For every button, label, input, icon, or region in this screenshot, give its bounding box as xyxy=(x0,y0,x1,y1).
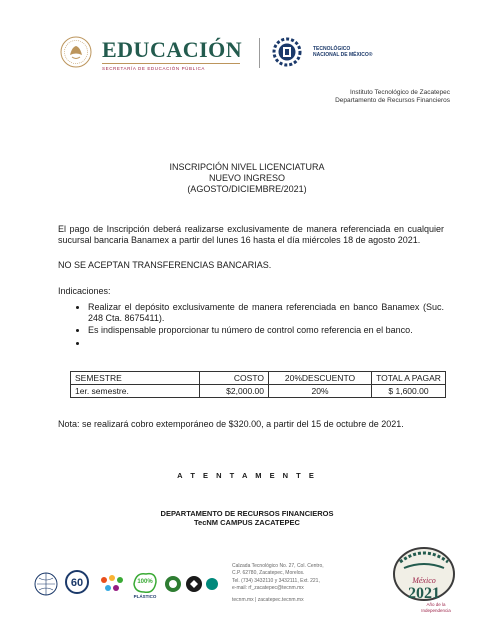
logo-60-text: 60 xyxy=(70,577,84,589)
ministry-subtitle: SECRETARÍA DE EDUCACIÓN PÚBLICA xyxy=(102,66,206,71)
signature-block xyxy=(0,509,494,527)
header-semestre: SEMESTRE xyxy=(71,372,200,385)
tecnm-line2: NACIONAL DE MÉXICO® xyxy=(313,52,373,58)
cell-total: $ 1,600.00 xyxy=(372,385,446,398)
teal-seal-logo-icon xyxy=(206,578,218,590)
header-total: TOTAL A PAGAR xyxy=(372,372,446,385)
cell-costo: $2,000.00 xyxy=(200,385,269,398)
plastic-free-logo-icon xyxy=(134,574,157,599)
title-line2: NUEVO INGRESO xyxy=(208,173,285,183)
address-website: tecnm.mx | zacatepec.tecnm.mx xyxy=(232,596,304,603)
title-line1: INSCRIPCIÓN NIVEL LICENCIATURA xyxy=(169,162,325,172)
badge-mexico-text: México xyxy=(412,576,436,585)
tecnm-line1: TECNOLÓGICO xyxy=(313,46,351,52)
indications-label: Indicaciones: xyxy=(58,286,111,296)
signature-department: DEPARTAMENTO DE RECURSOS FINANCIEROS xyxy=(160,509,334,518)
cell-semestre: 1er. semestre. xyxy=(71,385,200,398)
badge-caption-line2: Independencia xyxy=(421,608,451,613)
table-row xyxy=(71,385,446,398)
cell-descuento: 20% xyxy=(269,385,372,398)
footer-address xyxy=(232,563,324,604)
no-transfer-notice: NO SE ACEPTAN TRANSFERENCIAS BANCARIAS. xyxy=(58,260,272,270)
anniversary-60-logo-icon xyxy=(66,571,88,593)
institute-name: Instituto Tecnológico de Zacatepec xyxy=(350,89,450,96)
header-costo: COSTO xyxy=(200,372,269,385)
badge-caption-line1: Año de la xyxy=(426,602,446,607)
address-line: e-mail: rf_zacatepec@tecnm.mx xyxy=(232,585,304,592)
list-item: • Realizar el depósito exclusivamente de manera referenciada en banco Banamex (Suc. 248 Cta. 8675411). xyxy=(88,302,444,323)
department-name: Departamento de Recursos Financieros xyxy=(335,97,450,104)
institution-header xyxy=(335,89,450,105)
payment-paragraph: El pago de Inscripción deberá realizarse exclusivamente de manera referenciada en cualquier sucursal bancaria Banamex a partir del lunes 16 hasta el día miércoles 18 de agosto 2021. xyxy=(58,224,444,245)
tecnm-gear-logo-icon xyxy=(272,36,302,68)
title-line3: (AGOSTO/DICIEMBRE/2021) xyxy=(187,184,307,194)
list-item xyxy=(88,338,444,349)
late-fee-note: Nota: se realizará cobro extemporáneo de $320.00, a partir del 15 de octubre de 2021. xyxy=(58,419,404,429)
header-descuento: 20%DESCUENTO xyxy=(269,372,372,385)
table-header-row xyxy=(71,372,446,385)
green-seal-logo-icon xyxy=(165,576,181,592)
header-vertical-divider xyxy=(259,38,260,68)
fee-table xyxy=(70,371,446,398)
globe-logo-icon xyxy=(35,573,57,595)
mexico-2021-independence-badge-icon xyxy=(384,540,464,616)
logo-plastico-text: PLÁSTICO xyxy=(133,594,157,599)
colorful-figures-logo-icon xyxy=(101,575,123,591)
sep-eagle-seal-icon xyxy=(60,36,92,68)
indications-list xyxy=(58,302,444,350)
signature-campus: TecNM CAMPUS ZACATEPEC xyxy=(194,518,300,527)
address-line: C.P. 62780, Zacatepec, Morelos. xyxy=(232,570,305,577)
ministry-divider xyxy=(102,63,240,64)
address-line: Tel. (734) 3432110 y 3432111, Ext. 221, xyxy=(232,577,320,584)
ministry-name: EDUCACIÓN xyxy=(102,37,243,62)
badge-year-text: 2021 xyxy=(408,585,440,602)
closing-salutation: A T E N T A M E N T E xyxy=(177,471,317,480)
list-item: • Es indispensable proporcionar tu número de control como referencia en el banco. xyxy=(88,325,444,336)
document-title xyxy=(0,162,494,195)
logo-100-text: 100% xyxy=(137,579,153,585)
tecnm-wordmark xyxy=(313,46,372,58)
address-line: Calzada Tecnológico No. 27, Col. Centro, xyxy=(232,563,324,569)
dark-seal-logo-icon xyxy=(186,576,202,592)
footer-logos-strip xyxy=(34,566,218,602)
